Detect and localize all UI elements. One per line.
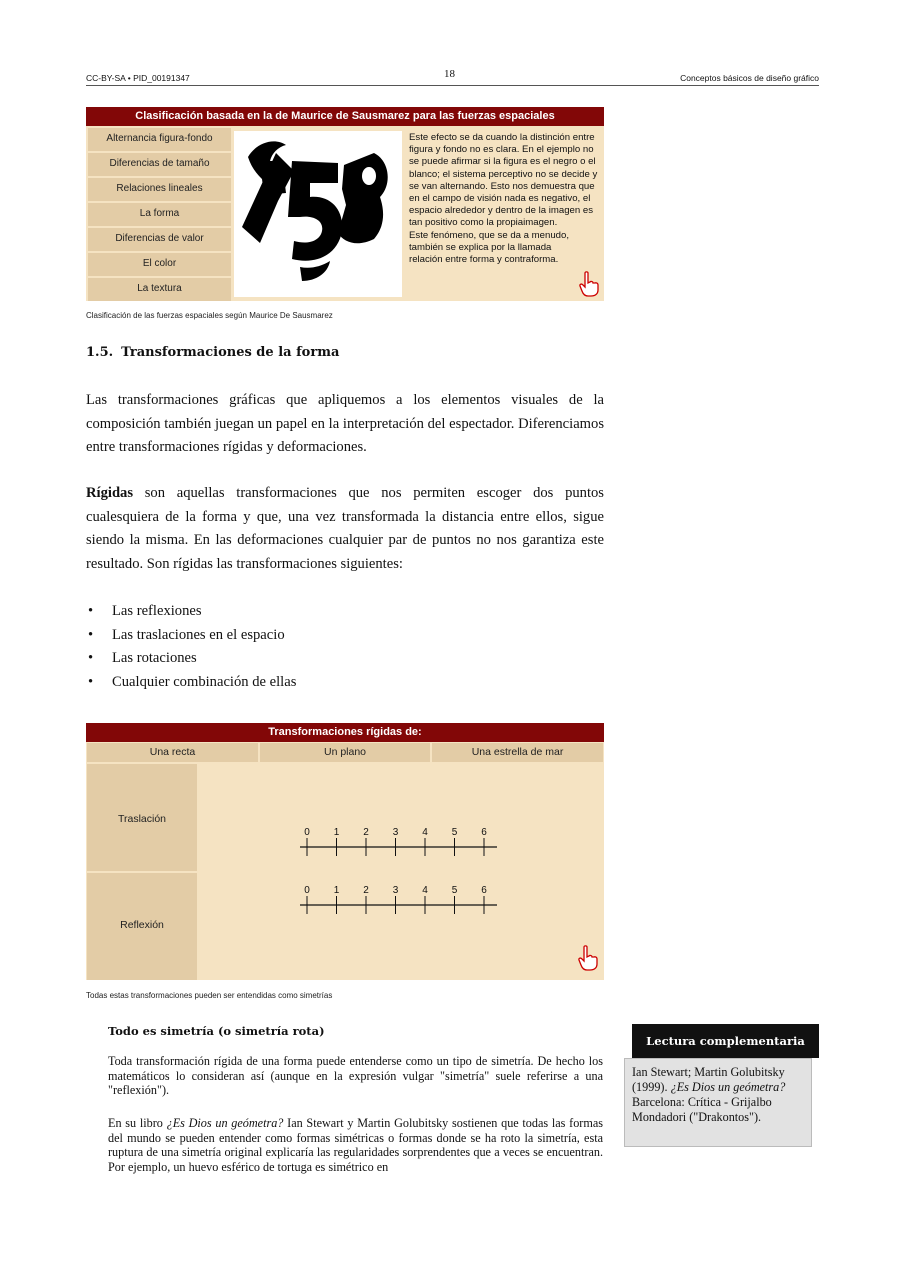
page-number: 18 [444, 68, 455, 80]
rigidas-definition: son aquellas transformaciones que nos permiten escoger dos puntos cualesquiera de la forma y que, una vez transformada la distancia entre ellos, sigue siendo la misma. En las deformaciones cualquier par de puntos no nos garantiza este resultado. Son rígidas las transformaciones siguientes: [86, 485, 604, 572]
lectura-publisher: Barcelona: Crítica - Grijalbo Mondadori ("Drakontos"). [632, 1095, 772, 1124]
number-lines [86, 723, 604, 980]
tick-label: 4 [422, 885, 428, 896]
tick-label: 6 [481, 885, 487, 896]
book-title: ¿Es Dios un geómetra? [166, 1116, 284, 1130]
menu-item-tamano[interactable]: Diferencias de tamaño [88, 153, 231, 176]
tab-una-recta[interactable]: Una recta [87, 743, 258, 762]
menu-item-textura[interactable]: La textura [88, 278, 231, 301]
tick-label: 2 [363, 885, 369, 896]
description-text-2: Este fenómeno, que se da a menudo, también se explica por la llamada relación entre forma y contraforma. [409, 229, 570, 266]
tick-label: 0 [304, 885, 310, 896]
tab-un-plano[interactable]: Un plano [260, 743, 430, 762]
sausmarez-figure [86, 107, 604, 301]
pointer-hand-icon[interactable] [578, 945, 598, 971]
paragraph-rigidas [86, 482, 604, 576]
list-item: • Cualquier combinación de ellas [86, 671, 604, 695]
lectura-reference [624, 1058, 812, 1147]
tick-label: 6 [481, 827, 487, 838]
figure-ground-illustration [234, 131, 402, 297]
list-item: • Las rotaciones [86, 647, 604, 671]
box-p2-rest: Ian Stewart y Martin Golubitsky sostienen que todas las formas del mundo se pueden entender como formas simétricas o formas donde se ha roto la simetría, esta ruptura de una simetría original explicaría las regularidades sorprendentes que a veces se encuentran. Por ejemplo, un huevo esférico de tortuga es simétrico en [108, 1116, 603, 1175]
tick-label: 1 [333, 885, 340, 896]
section-heading [86, 345, 347, 360]
box-paragraph-2 [108, 1116, 603, 1175]
tick-label: 5 [451, 885, 458, 896]
figure1-caption: Clasificación de las fuerzas espaciales según Maurice De Sausmarez [86, 311, 333, 320]
tick-label: 1 [333, 827, 340, 838]
row-label: Reflexión [120, 919, 164, 931]
figure1-description [409, 132, 599, 266]
menu-item-color[interactable]: El color [88, 253, 231, 276]
box-title: Todo es simetría (o simetría rota) [108, 1024, 325, 1038]
tick-label: 4 [422, 827, 428, 838]
figure2-caption: Todas estas transformaciones pueden ser entendidas como simetrías [86, 991, 333, 1000]
figure2-title: Transformaciones rígidas de: [86, 723, 604, 742]
tab-estrella-de-mar[interactable]: Una estrella de mar [432, 743, 603, 762]
description-text: Este efecto se da cuando la distinción entre figura y fondo no es clara. En el ejemplo no se puede afirmar si la figura es el negro o el blanco; el sistema perceptivo no se decide y se van alternando. Esto nos demuestra que en el campo de visión nada es negativo, el espacio alrededor y dentro de la imagen es tan positivo como la propiaimagen. [409, 132, 598, 229]
menu-item-valor[interactable]: Diferencias de valor [88, 228, 231, 251]
box-p2-start: En su libro [108, 1116, 167, 1130]
tick-label: 3 [392, 827, 399, 838]
lectura-authors: Ian Stewart; Martin Golubitsky (1999). [632, 1065, 785, 1094]
number-line-top [300, 827, 497, 856]
tick-label: 5 [451, 827, 458, 838]
rigid-transformations-figure [86, 723, 604, 980]
row-label: Traslación [117, 813, 167, 825]
tick-label: 3 [392, 885, 399, 896]
pointer-hand-icon[interactable] [579, 271, 599, 297]
figure1-menu [88, 128, 231, 303]
list-item: • Las reflexiones [86, 600, 604, 624]
page-header [86, 68, 819, 86]
list-item: • Las traslaciones en el espacio [86, 624, 604, 648]
term-rigidas: Rígidas [86, 485, 134, 501]
tick-label: 0 [304, 827, 310, 838]
figure-ground-image [234, 131, 402, 297]
header-license: CC-BY-SA • PID_00191347 [86, 73, 190, 83]
tick-label: 2 [363, 827, 369, 838]
header-book-title: Conceptos básicos de diseño gráfico [680, 73, 819, 83]
menu-item-alternancia[interactable]: Alternancia figura-fondo [88, 128, 231, 151]
lectura-book: ¿Es Dios un geómetra? [670, 1080, 786, 1094]
section-number: 1.5. [86, 345, 114, 360]
figure1-title: Clasificación basada en la de Maurice de Sausmarez para las fuerzas espaciales [86, 107, 604, 126]
rigid-transformations-list [86, 600, 604, 694]
section-title: Transformaciones de la forma [121, 345, 340, 360]
lectura-heading: Lectura complementaria [632, 1024, 819, 1058]
menu-item-relaciones[interactable]: Relaciones lineales [88, 178, 231, 201]
number-line-bottom [300, 885, 497, 914]
menu-item-forma[interactable]: La forma [88, 203, 231, 226]
box-paragraph-1: Toda transformación rígida de una forma puede entenderse como un tipo de simetría. De hecho los matemáticos lo consideran así (aunque en la expresión vulgar "simetría" suele referirse a una "reflexión"). [108, 1054, 603, 1098]
paragraph-intro: Las transformaciones gráficas que apliquemos a los elementos visuales de la composición también juegan un papel en la interpretación del espectador. Diferenciamos entre transformaciones rígidas y deformaciones. [86, 392, 604, 455]
